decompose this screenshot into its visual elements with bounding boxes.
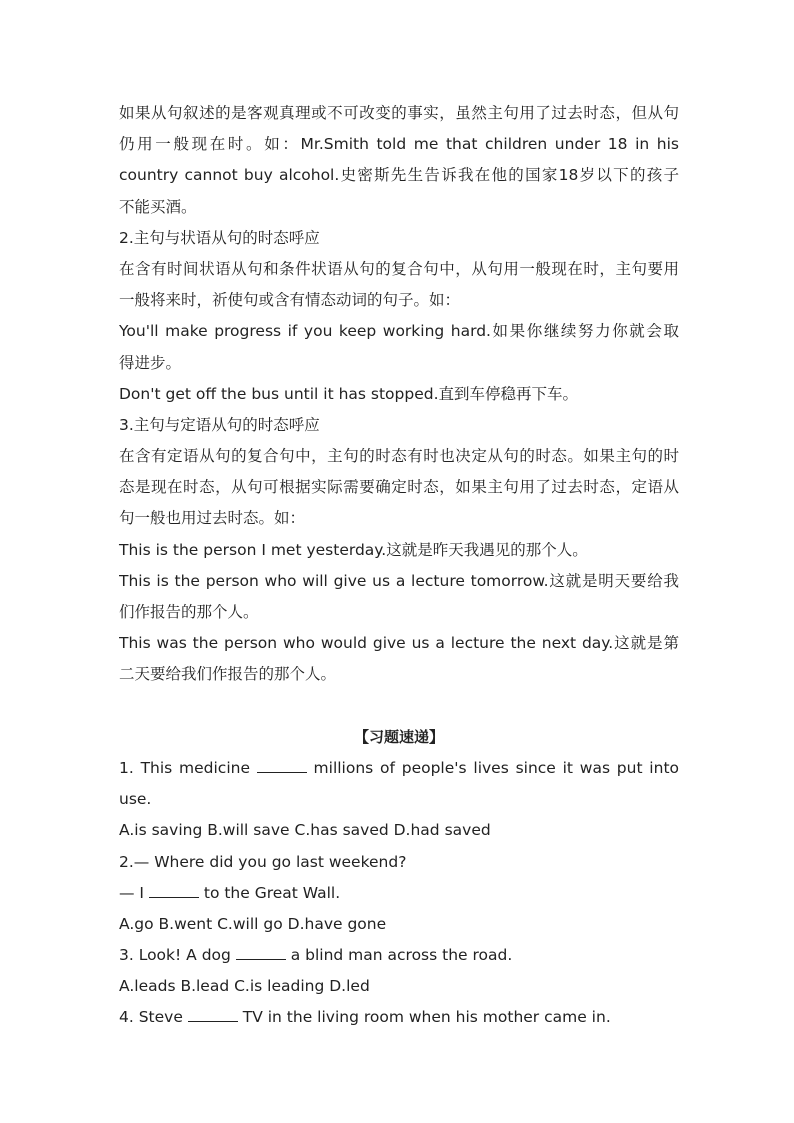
section-3-example-2a: This is the person who will give us a lecture tomorrow.这就是明天要给我 bbox=[119, 571, 679, 590]
section-2-example-2: Don't get off the bus until it has stopped.直到车停稳再下车。 bbox=[119, 384, 579, 403]
question-4-suffix: TV in the living room when his mother came in. bbox=[237, 1008, 611, 1027]
question-1-prefix: 1. This medicine bbox=[119, 758, 257, 777]
section-3-heading: 3.主句与定语从句的时态呼应 bbox=[119, 415, 320, 434]
answer-blank bbox=[257, 771, 307, 773]
answer-blank bbox=[188, 1020, 238, 1022]
section-3-example-3b: 二天要给我们作报告的那个人。 bbox=[119, 665, 337, 684]
section-3-example-3a: This was the person who would give us a lecture the next day.这就是第 bbox=[119, 634, 679, 653]
question-2-line-1: 2.— Where did you go last weekend? bbox=[119, 852, 407, 871]
question-2-line-2 bbox=[119, 878, 679, 909]
intro-line-2: 仍用一般现在时。如：Mr.Smith told me that children under 18 in his bbox=[119, 135, 679, 154]
question-1-line-1 bbox=[119, 753, 679, 784]
question-3-prefix: 3. Look! A dog bbox=[119, 946, 236, 965]
question-2-prefix: — I bbox=[119, 883, 149, 902]
section-2-example-1b: 得进步。 bbox=[119, 353, 182, 372]
section-3-line-1: 在含有定语从句的复合句中，主句的时态有时也决定从句的时态。如果主句的时 bbox=[119, 447, 679, 466]
answer-blank bbox=[236, 958, 286, 960]
question-4-line bbox=[119, 1002, 679, 1033]
answer-blank bbox=[149, 896, 199, 898]
question-1-suffix: millions of people's lives since it was put into bbox=[306, 758, 679, 777]
intro-line-3: country cannot buy alcohol.史密斯先生告诉我在他的国家18岁以下的孩子 bbox=[119, 166, 679, 185]
spacer bbox=[119, 691, 679, 722]
section-2-line-2: 一般将来时，祈使句或含有情态动词的句子。如： bbox=[119, 291, 461, 310]
question-2-suffix: to the Great Wall. bbox=[198, 883, 341, 902]
exercises-title: 【习题速递】 bbox=[353, 727, 444, 746]
question-2-options: A.go B.went C.will go D.have gone bbox=[119, 914, 387, 933]
question-3-options: A.leads B.lead C.is leading D.led bbox=[119, 977, 370, 996]
document-page bbox=[119, 98, 679, 1034]
question-1-line-2: use. bbox=[119, 790, 152, 809]
section-2-line-1: 在含有时间状语从句和条件状语从句的复合句中，从句用一般现在时，主句要用 bbox=[119, 259, 679, 278]
intro-line-1: 如果从句叙述的是客观真理或不可改变的事实，虽然主句用了过去时态，但从句 bbox=[119, 104, 679, 122]
section-3-line-2: 态是现在时态，从句可根据实际需要确定时态，如果主句用了过去时态，定语从 bbox=[119, 478, 679, 497]
section-3-example-2b: 们作报告的那个人。 bbox=[119, 603, 259, 621]
intro-line-4: 不能买酒。 bbox=[119, 197, 197, 216]
section-3-line-3: 句一般也用过去时态。如： bbox=[119, 509, 306, 528]
question-1-options: A.is saving B.will save C.has saved D.had saved bbox=[119, 821, 491, 840]
question-3-suffix: a blind man across the road. bbox=[285, 946, 513, 965]
section-2-example-1a: You'll make progress if you keep working hard.如果你继续努力你就会取 bbox=[119, 322, 679, 341]
question-3-line bbox=[119, 940, 679, 971]
section-2-heading: 2.主句与状语从句的时态呼应 bbox=[119, 228, 320, 247]
section-3-example-1: This is the person I met yesterday.这就是昨天我遇见的那个人。 bbox=[119, 540, 588, 559]
question-4-prefix: 4. Steve bbox=[119, 1008, 188, 1027]
